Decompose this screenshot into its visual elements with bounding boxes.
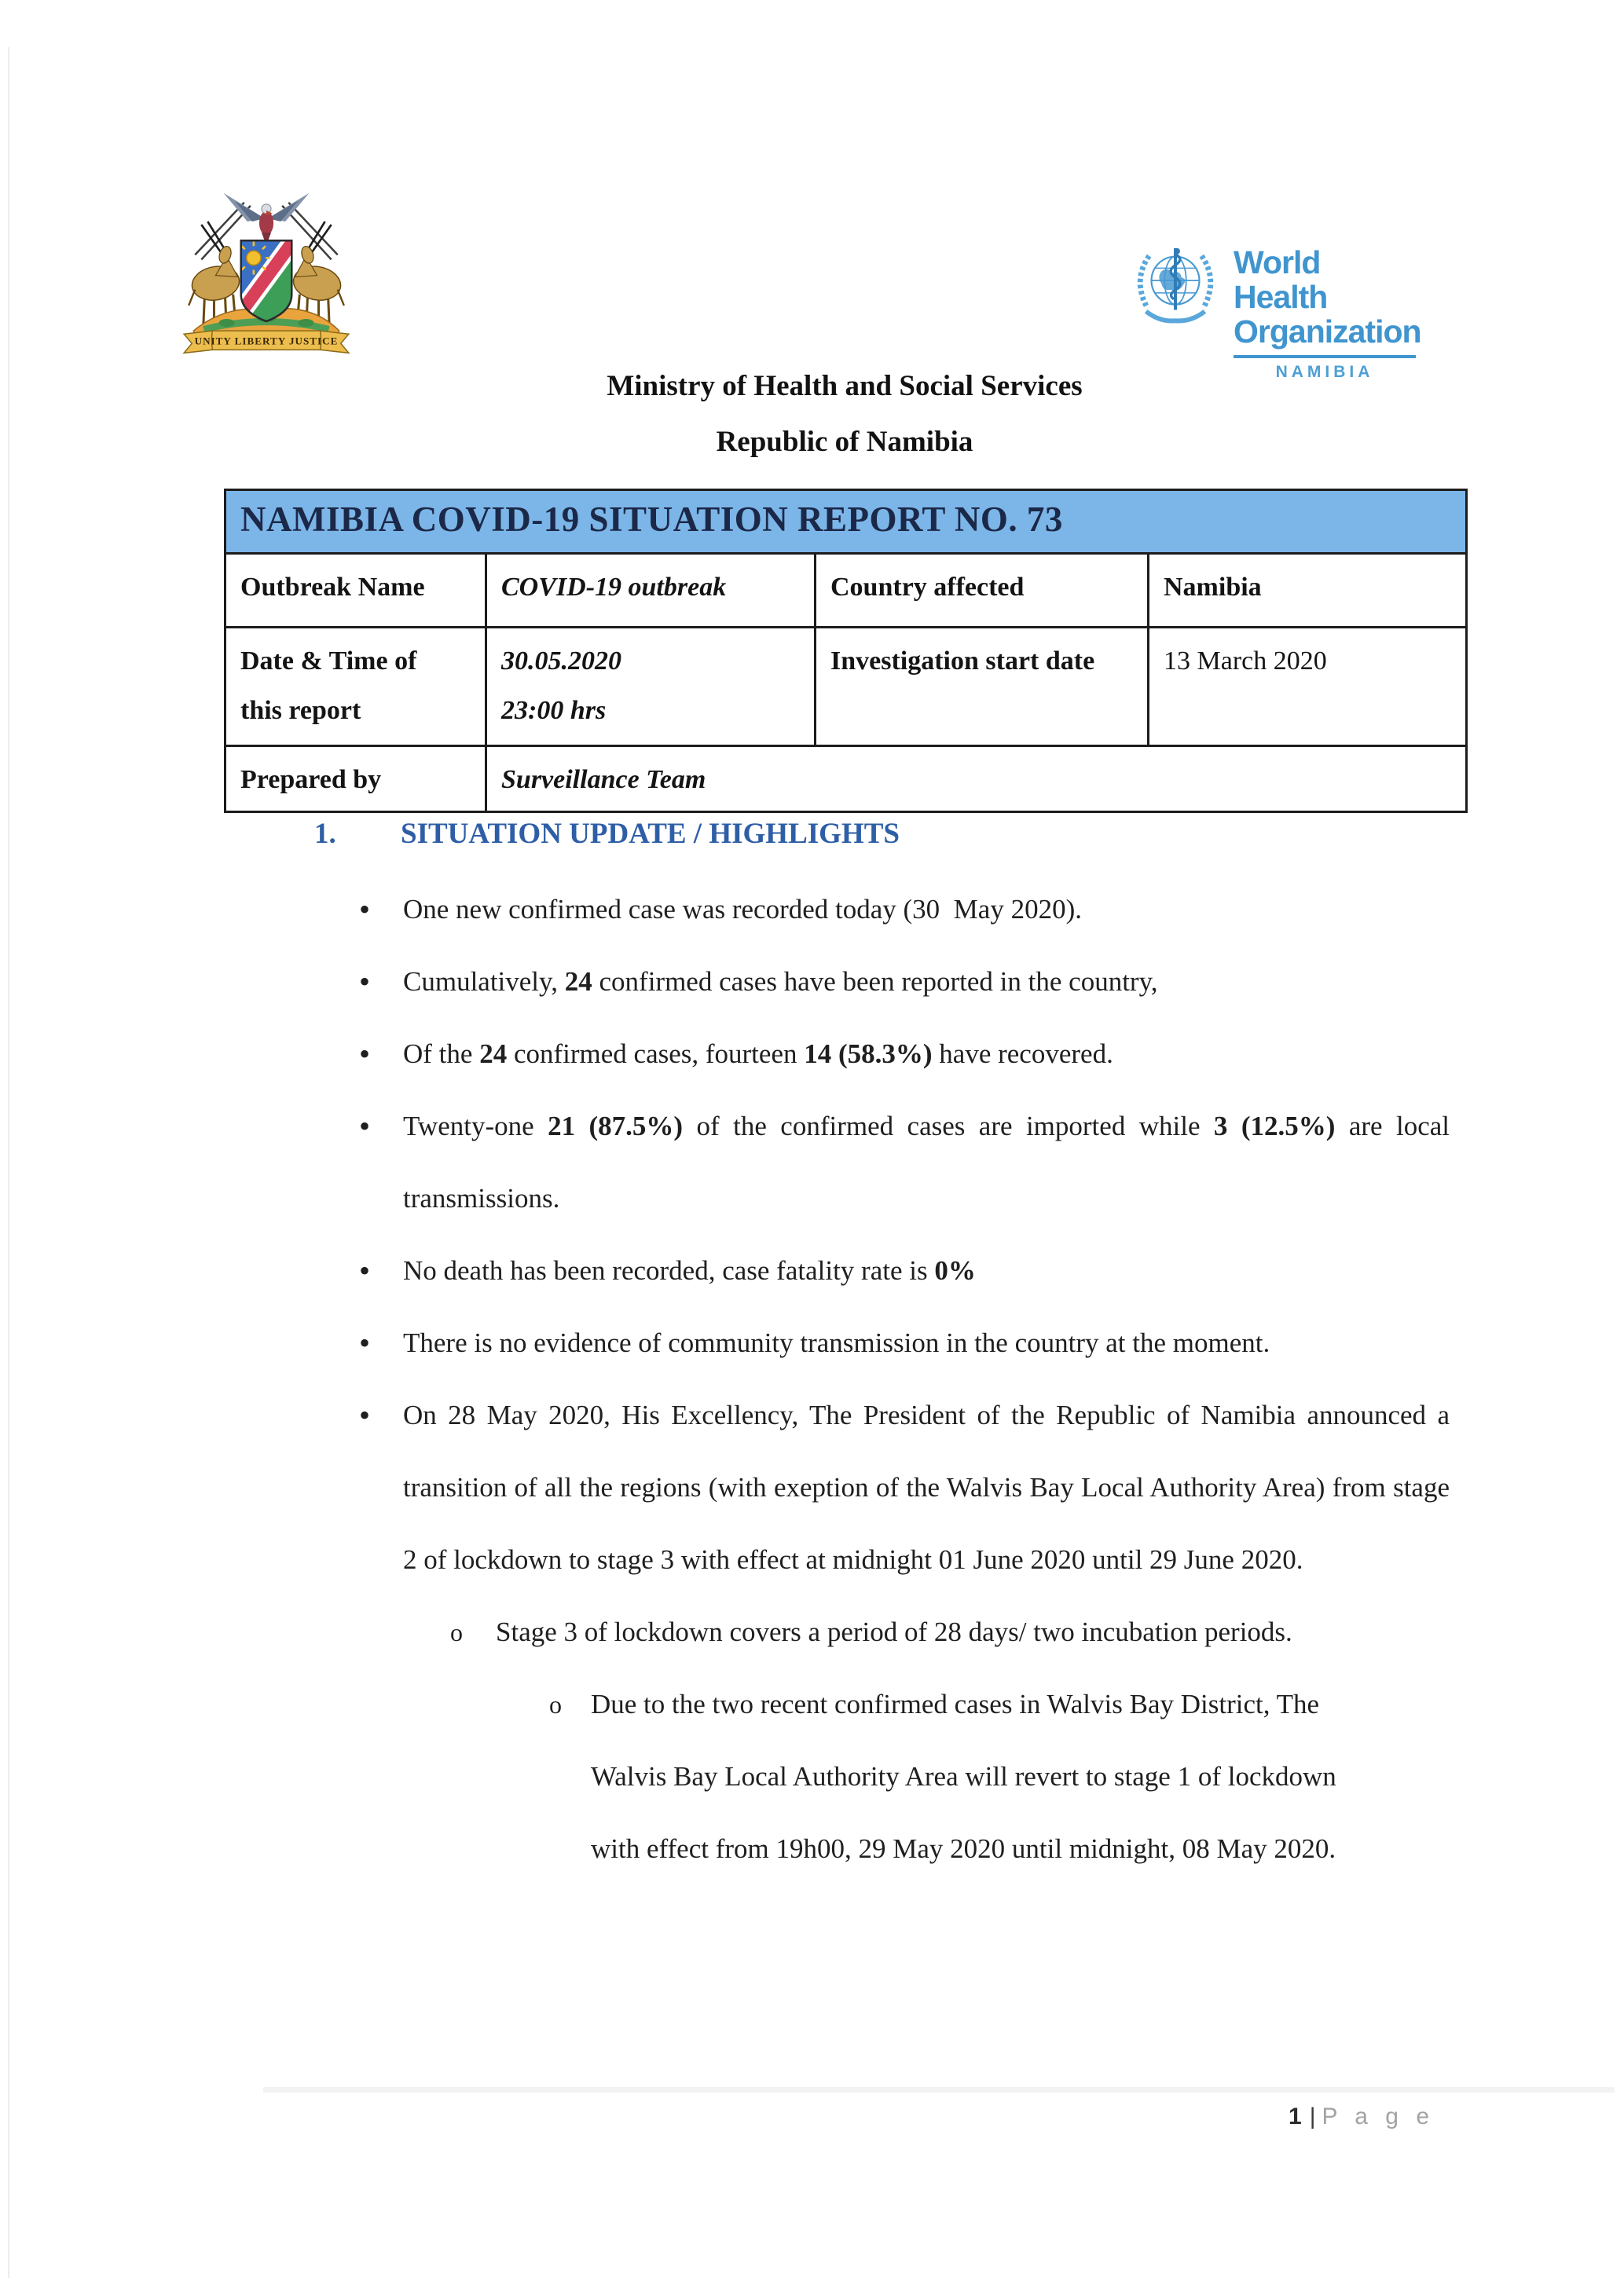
outbreak-name-value: COVID-19 outbreak: [486, 554, 816, 628]
eagle: [224, 193, 310, 246]
date-time-label: [225, 628, 486, 746]
bullet-text-bold: 14 (58.3%): [804, 1038, 933, 1069]
section-number: 1.: [314, 818, 336, 850]
republic-title: Republic of Namibia: [716, 426, 973, 458]
namibia-coat-of-arms: [171, 178, 361, 358]
table-row: [225, 746, 1467, 812]
list-item: [220, 1235, 1469, 1307]
bullet-text-bold: 0%: [934, 1255, 976, 1286]
section-heading: [314, 817, 900, 851]
table-title-row: [225, 490, 1467, 554]
report-time: 23:00 hrs: [501, 696, 607, 725]
highlights-list: [220, 873, 1469, 1885]
bullet-text: Cumulatively,: [403, 966, 565, 997]
bullet-text: have recovered.: [932, 1038, 1113, 1069]
ministry-title: Ministry of Health and Social Services: [607, 370, 1083, 402]
bullet-text-bold: 3 (12.5%): [1213, 1111, 1336, 1141]
country-affected-label: Country affected: [816, 554, 1149, 628]
bullet-text: of the confirmed cases are imported while: [683, 1111, 1214, 1141]
list-item: [220, 1379, 1469, 1596]
page-number: 1: [1289, 2104, 1302, 2129]
investigation-start-label: Investigation start date: [816, 628, 1149, 746]
motto-banner: [184, 331, 349, 353]
bullet-text-bold: 21 (87.5%): [548, 1111, 684, 1141]
list-item: [220, 1596, 1469, 1668]
bullet-text: There is no evidence of community transmission in the country at the moment.: [403, 1327, 1270, 1358]
outbreak-name-label: Outbreak Name: [225, 554, 486, 628]
page-footer: [1289, 2104, 1435, 2130]
date-time-value: [486, 628, 816, 746]
scan-edge-artifact: [8, 47, 9, 2278]
bullet-text: No death has been recorded, case fatality rate is: [403, 1255, 935, 1286]
investigation-start-value: 13 March 2020: [1149, 628, 1467, 746]
report-date: 30.05.2020: [501, 646, 621, 676]
footer-divider: |: [1309, 2104, 1316, 2129]
who-country-label: NAMIBIA: [1275, 363, 1374, 381]
prepared-by-value: Surveillance Team: [486, 746, 1467, 812]
bullet-text: On 28 May 2020, His Excellency, The President of the Republic of Namibia announced a transition of all the regions (with exeption of the Walvis Bay Local Authority Area) from stage 2 of lockdown to stage 3 with effect at midnight 01 June 2020 until 29 June 2020.: [403, 1400, 1450, 1575]
list-item: [220, 1090, 1469, 1235]
bullet-text: confirmed cases, fourteen: [507, 1038, 805, 1069]
coat-of-arms-motto: UNITY LIBERTY JUSTICE: [194, 335, 339, 347]
bullet-text: confirmed cases have been reported in the country,: [592, 966, 1158, 997]
list-item: [220, 873, 1469, 946]
country-affected-value: Namibia: [1149, 554, 1467, 628]
scan-band-artifact: [263, 2087, 1615, 2093]
bullet-text: Due to the two recent confirmed cases in Walvis Bay District, The Walvis Bay Local Authority Area will revert to stage 1 of lockdown with effect from 19h00, 29 May 2020 until midnight, 08 May 2020.: [591, 1689, 1336, 1864]
page-label: P a g e: [1322, 2104, 1435, 2129]
bullet-text: Stage 3 of lockdown covers a period of 28 days/ two incubation periods.: [496, 1617, 1292, 1647]
table-row: [225, 628, 1467, 746]
prepared-by-label: Prepared by: [225, 746, 486, 812]
who-name-line1: World Health: [1234, 244, 1328, 315]
table-row: [225, 554, 1467, 628]
date-time-label-line1: Date & Time of: [240, 646, 417, 676]
list-item: [220, 1307, 1469, 1379]
bullet-text: Twenty-one: [403, 1111, 548, 1141]
date-time-label-line2: this report: [240, 696, 361, 725]
list-item: [220, 946, 1469, 1018]
section-title: SITUATION UPDATE / HIGHLIGHTS: [401, 818, 900, 850]
report-title: NAMIBIA COVID-19 SITUATION REPORT NO. 73: [225, 490, 1467, 554]
who-emblem-icon: [1129, 240, 1222, 333]
coat-of-arms-graphic: [171, 178, 361, 358]
list-item: [220, 1018, 1469, 1090]
who-rule: [1234, 355, 1416, 358]
who-name-line2: Organization: [1234, 313, 1421, 350]
report-info-table: [224, 489, 1468, 813]
list-item: [220, 1668, 1469, 1885]
bullet-text: One new confirmed case was recorded today (30 May 2020).: [403, 894, 1082, 925]
bullet-text: are local transmissions.: [403, 1111, 1450, 1214]
bullet-text: Of the: [403, 1038, 480, 1069]
bullet-text-bold: 24: [479, 1038, 508, 1069]
bullet-text-bold: 24: [564, 966, 592, 997]
